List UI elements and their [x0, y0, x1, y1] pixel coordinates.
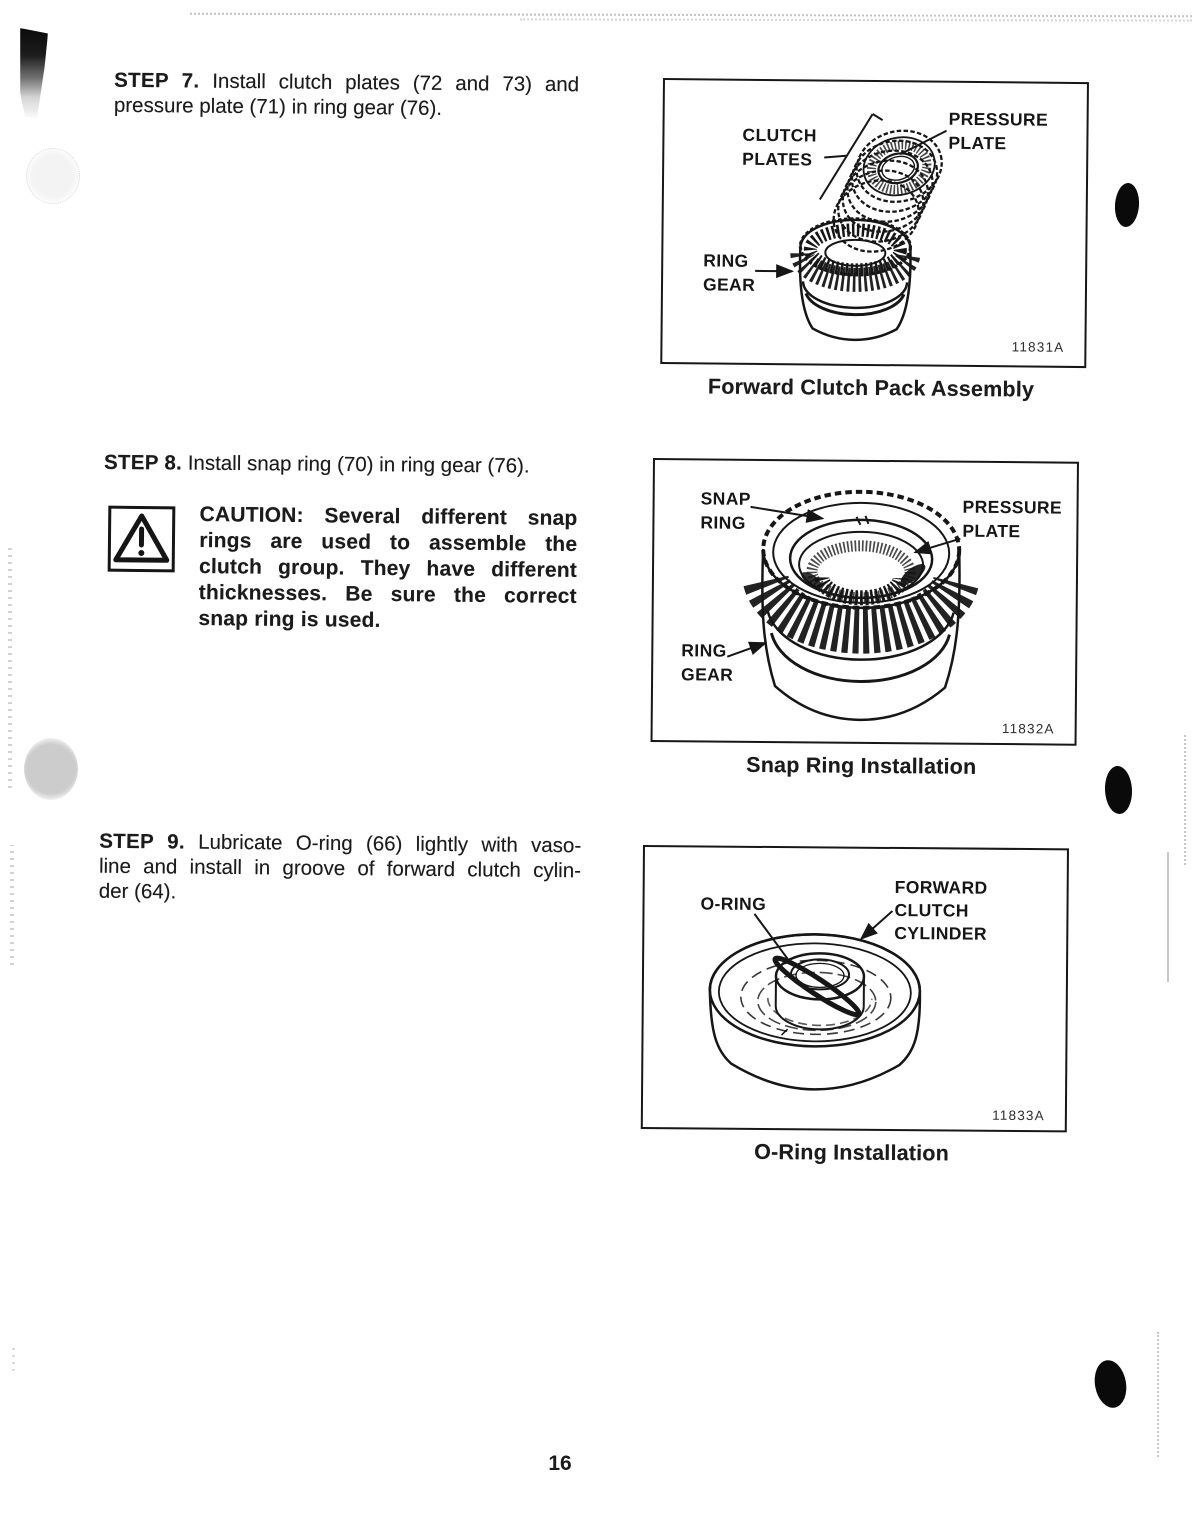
- label-pressure-plate-line1: PRESSURE: [948, 108, 1049, 130]
- scan-margin-speckle-1: [8, 548, 12, 788]
- figure-number: 11832A: [1001, 721, 1055, 737]
- figure-o-ring-frame: [641, 845, 1069, 1132]
- label-forward-clutch-cylinder-line1: FORWARD: [894, 876, 988, 898]
- label-ring-gear-line2: GEAR: [681, 664, 734, 685]
- step9-text-line1: Lubricate O-ring (66) lightly with vaso-: [198, 830, 582, 858]
- forward-clutch-cylinder-drawing: [709, 934, 920, 1091]
- scan-ink-blob: [20, 28, 48, 120]
- snap-ring-drawing: [790, 515, 933, 598]
- forward-clutch-pack-drawing: [662, 80, 1087, 366]
- clutch-plates-drawing: [825, 121, 950, 262]
- leader-lines: [754, 910, 892, 963]
- step7-text-line2: pressure plate (71) in ring gear (76).: [113, 93, 443, 120]
- caution-line-4: thicknesses. Be sure the correct: [198, 581, 577, 608]
- label-ring-gear-line1: RING: [681, 640, 727, 661]
- scan-edge-line: [1167, 852, 1169, 982]
- label-pressure-plate-line2: PLATE: [962, 520, 1021, 542]
- scan-stamp-circle-top: [26, 148, 80, 204]
- scan-edge-dotted-1: [1184, 735, 1188, 865]
- figure-o-ring-installation: [641, 845, 1065, 1166]
- step8-heading: STEP 8.: [103, 450, 183, 475]
- figure-caption-forward-clutch-pack: Forward Clutch Pack Assembly: [707, 374, 1035, 402]
- scan-noise-top-band: [190, 13, 1192, 20]
- step9-text-line2: line and install in groove of forward clutch cylin-: [98, 854, 582, 883]
- label-snap-ring-line1: SNAP: [700, 488, 751, 509]
- figure-caption-snap-ring: Snap Ring Installation: [746, 752, 977, 779]
- scan-punch-mark-2: [1104, 765, 1133, 814]
- step8-paragraph: [104, 450, 594, 479]
- warning-triangle-icon: [111, 509, 173, 570]
- caution-text: [198, 502, 577, 636]
- figure-number: 11831A: [1011, 339, 1065, 355]
- label-pressure-plate-line1: PRESSURE: [962, 496, 1063, 518]
- step7-heading: STEP 7.: [114, 68, 200, 93]
- scan-edge-dotted-2: [1157, 1332, 1161, 1457]
- label-forward-clutch-cylinder-line3: CYLINDER: [894, 922, 988, 944]
- scan-stamp-circle-mid: [24, 738, 78, 800]
- step7-text-line1: Install clutch plates (72 and 73) and: [212, 69, 580, 97]
- figure-snap-ring-frame: [651, 458, 1079, 746]
- label-forward-clutch-cylinder-line2: CLUTCH: [894, 899, 969, 921]
- label-clutch-plates-line2: PLATES: [742, 148, 813, 170]
- caution-line-2: rings are used to assemble the: [199, 529, 578, 556]
- caution-line-3: clutch group. They have different: [198, 555, 578, 582]
- step9-heading: STEP 9.: [99, 829, 185, 854]
- figure-snap-ring-installation: [651, 458, 1075, 779]
- scan-punch-mark-3: [1091, 1358, 1130, 1411]
- scan-noise-top-band-2: [520, 18, 1192, 23]
- ring-gear-drum-drawing: [761, 491, 960, 721]
- o-ring-installation-drawing: [643, 847, 1067, 1130]
- step7-paragraph: [114, 68, 579, 122]
- scan-margin-speckle-2: [10, 845, 14, 965]
- scan-punch-mark-1: [1113, 182, 1140, 228]
- caution-line-1: CAUTION: Several different snap: [199, 503, 578, 530]
- o-ring-drawing: [771, 952, 864, 1020]
- label-ring-gear-line2: GEAR: [702, 274, 756, 295]
- snap-ring-installation-drawing: [653, 460, 1077, 744]
- step9-paragraph: [99, 829, 582, 909]
- figure-number: 11833A: [992, 1107, 1045, 1124]
- figure-forward-clutch-pack-frame: [660, 78, 1089, 368]
- page-number: 16: [548, 1452, 572, 1475]
- figure-forward-clutch-pack: [660, 78, 1085, 402]
- caution-icon-box: [108, 506, 176, 573]
- label-o-ring: O-RING: [700, 893, 767, 914]
- label-snap-ring-line2: RING: [700, 512, 746, 533]
- figure-caption-o-ring: O-Ring Installation: [754, 1139, 950, 1166]
- label-pressure-plate-line2: PLATE: [948, 132, 1007, 154]
- caution-line-5: snap ring is used.: [198, 607, 381, 632]
- step9-text-line3: der (64).: [98, 879, 177, 904]
- scan-margin-speckle-3: [12, 1345, 15, 1371]
- label-clutch-plates-line1: CLUTCH: [742, 124, 817, 146]
- label-ring-gear-line1: RING: [703, 250, 749, 271]
- step8-text-line1: Install snap ring (70) in ring gear (76).: [187, 451, 530, 478]
